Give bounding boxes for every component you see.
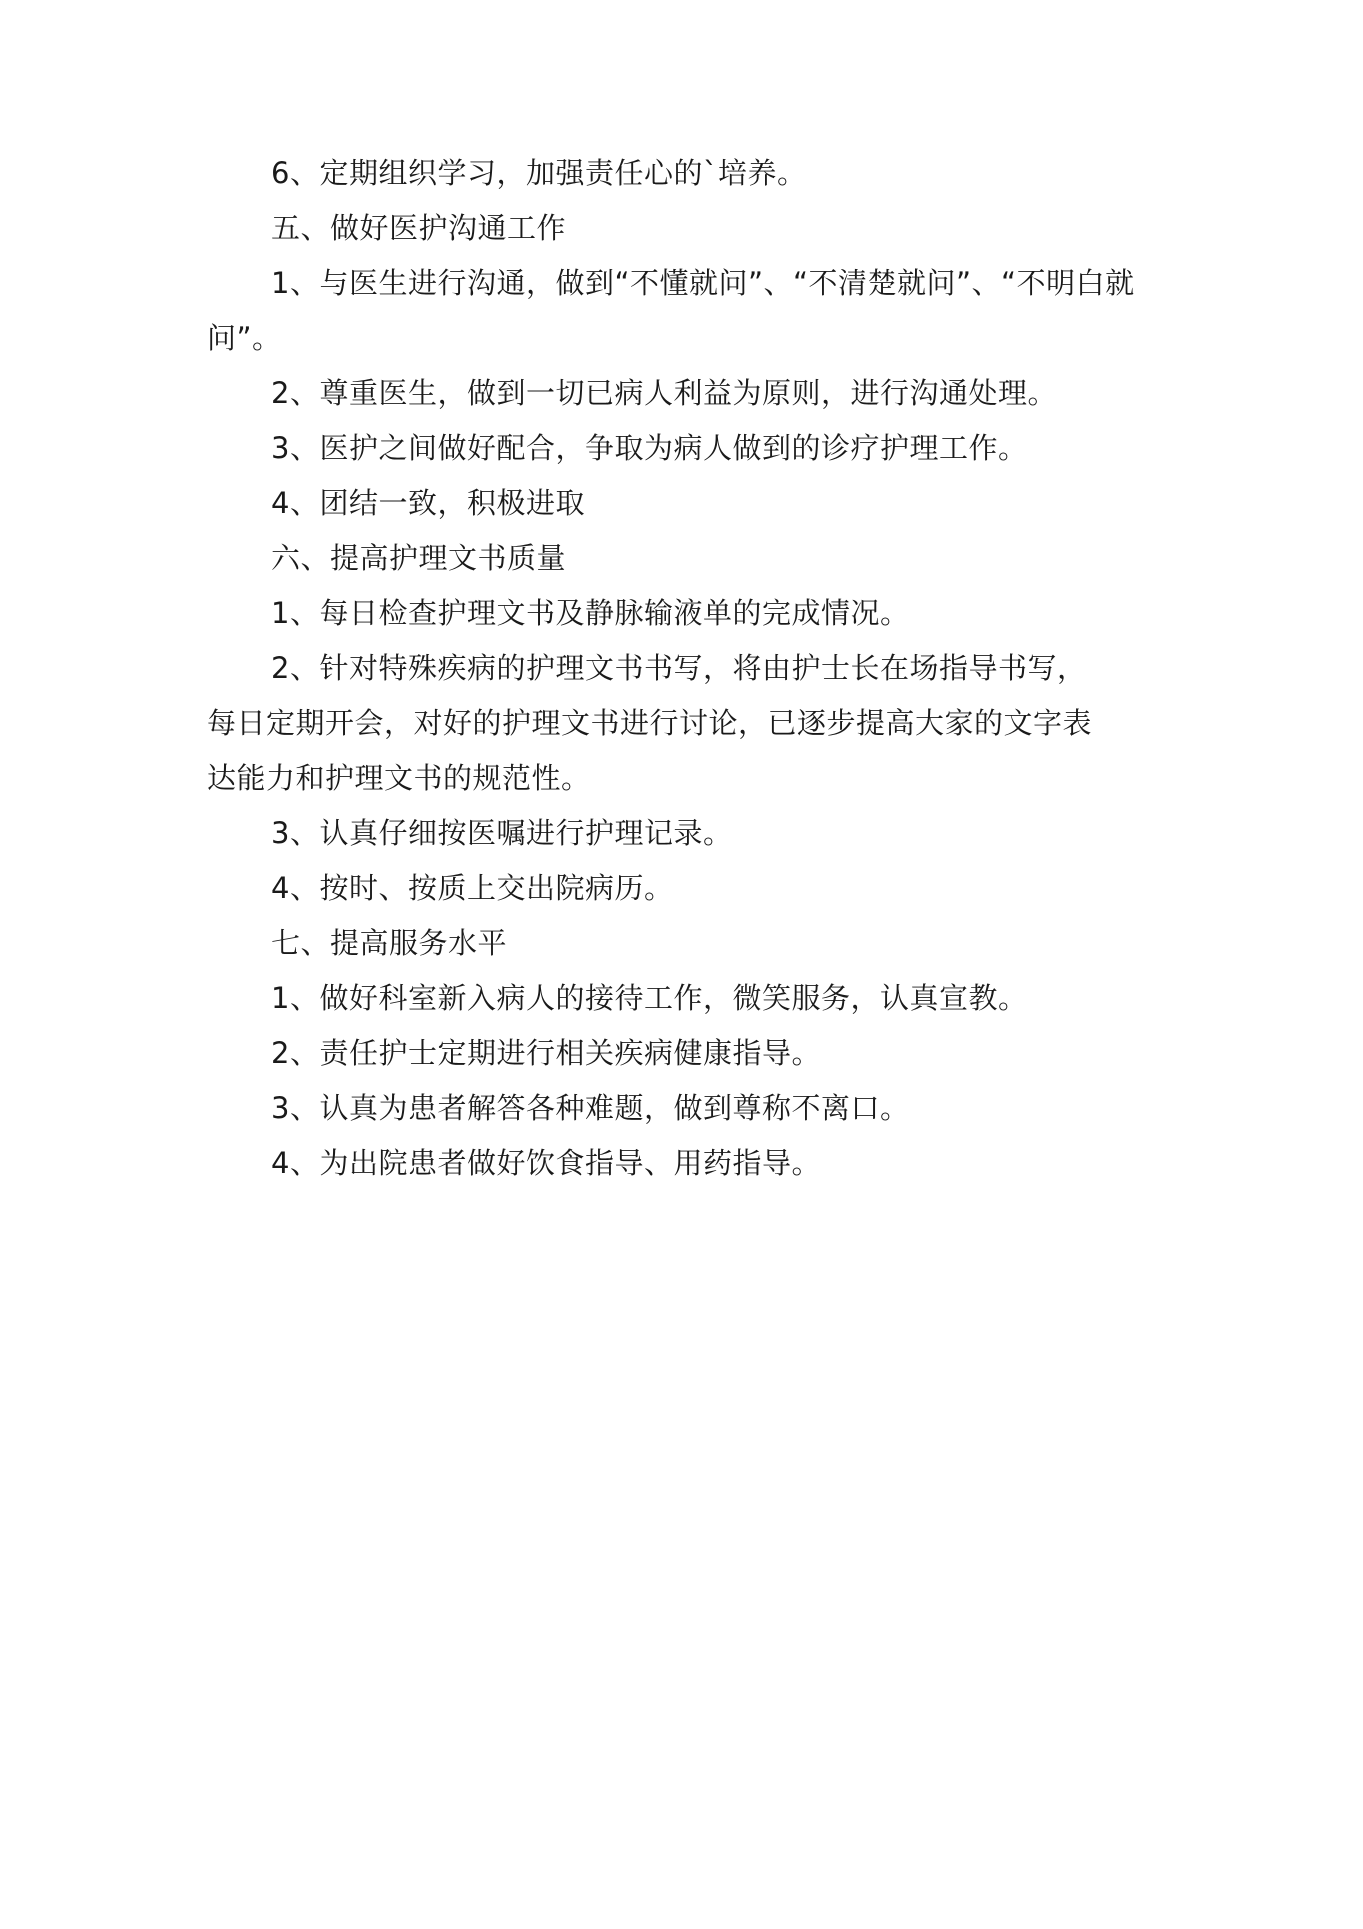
- document-body: [207, 146, 1287, 1191]
- paragraph-line: 4、按时、按质上交出院病历。: [271, 871, 674, 905]
- paragraph-line: 6、定期组织学习，加强责任心的`培养。: [271, 156, 807, 190]
- paragraph-line: 2、尊重医生，做到一切已病人利益为原则，进行沟通处理。: [271, 376, 1057, 410]
- section-heading: 七、提高服务水平: [271, 926, 508, 960]
- paragraph-line: 2、针对特殊疾病的护理文书书写，将由护士长在场指导书写，: [271, 651, 1087, 685]
- paragraph-continuation: 每日定期开会，对好的护理文书进行讨论，已逐步提高大家的文字表: [207, 706, 1093, 740]
- paragraph-line: 1、每日检查护理文书及静脉输液单的完成情况。: [271, 596, 910, 630]
- paragraph-line: 4、团结一致，积极进取: [271, 486, 585, 520]
- paragraph-line: 1、做好科室新入病人的接待工作，微笑服务，认真宣教。: [271, 981, 1028, 1015]
- paragraph-line: 1、与医生进行沟通，做到“不懂就问”、“不清楚就问”、“不明白就: [271, 266, 1135, 300]
- paragraph-line: 4、为出院患者做好饮食指导、用药指导。: [271, 1146, 821, 1180]
- paragraph-line: 2、责任护士定期进行相关疾病健康指导。: [271, 1036, 821, 1070]
- paragraph-line: 3、认真为患者解答各种难题，做到尊称不离口。: [271, 1091, 910, 1125]
- section-heading: 五、做好医护沟通工作: [271, 211, 567, 245]
- paragraph-line: 3、认真仔细按医嘱进行护理记录。: [271, 816, 733, 850]
- section-heading: 六、提高护理文书质量: [271, 541, 567, 575]
- paragraph-line: 3、医护之间做好配合，争取为病人做到的诊疗护理工作。: [271, 431, 1028, 465]
- paragraph-continuation: 问”。: [207, 321, 282, 355]
- paragraph-continuation: 达能力和护理文书的规范性。: [207, 761, 591, 795]
